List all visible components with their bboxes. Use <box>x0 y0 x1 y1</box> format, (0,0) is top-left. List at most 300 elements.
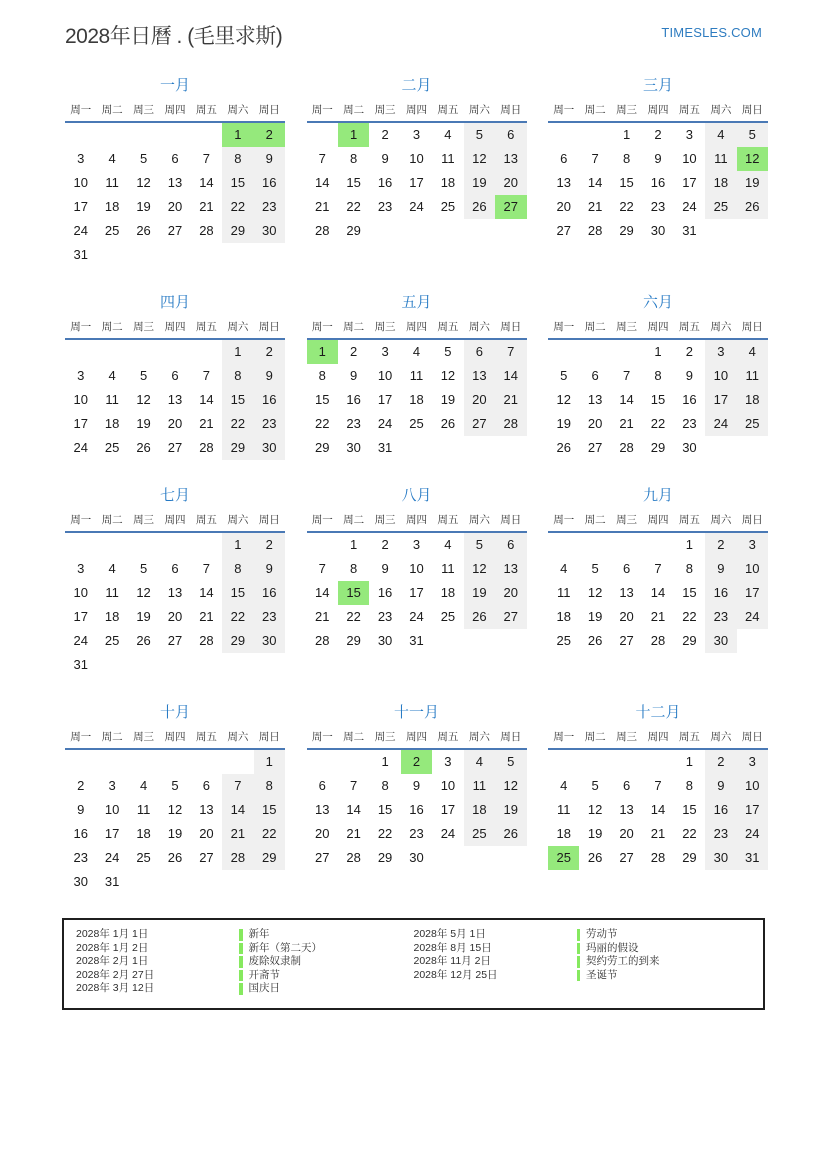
date-cell: 8 <box>222 147 253 171</box>
date-cell: 1 <box>350 537 358 552</box>
date-cell: 19 <box>587 826 603 841</box>
empty-cell <box>737 219 768 243</box>
weekday-label: 周二 <box>584 514 606 526</box>
date-cell: 27 <box>495 195 526 219</box>
week-row <box>65 147 285 171</box>
month-title: 七月 <box>159 487 190 504</box>
empty-cell <box>191 243 222 267</box>
month-calendar <box>548 701 768 870</box>
empty-cell <box>495 846 526 870</box>
date-cell: 7 <box>318 151 326 166</box>
holiday-name-wrap <box>577 955 660 969</box>
empty-cell <box>611 750 642 774</box>
date-cell: 2 <box>350 344 358 359</box>
date-cell: 25 <box>104 633 120 648</box>
holiday-name-wrap <box>577 969 618 983</box>
week-row <box>548 147 768 171</box>
date-cell: 10 <box>737 557 768 581</box>
week-row <box>65 774 285 798</box>
empty-cell <box>432 219 463 243</box>
holiday-name: 国庆日 <box>248 982 280 994</box>
weekday-label: 周四 <box>164 514 186 526</box>
date-cell: 30 <box>682 440 697 455</box>
date-cell: 2 <box>705 533 736 557</box>
header <box>65 20 762 50</box>
weekday-label: 周一 <box>311 104 333 116</box>
date-cell: 7 <box>591 151 599 166</box>
date-cell: 9 <box>77 802 85 817</box>
date-cell: 2 <box>685 344 694 359</box>
date-cell: 21 <box>314 609 330 624</box>
weekday-label: 周二 <box>584 321 606 333</box>
date-cell: 17 <box>737 581 768 605</box>
weekday-label: 周日 <box>500 321 522 333</box>
date-cell: 14 <box>650 802 666 817</box>
date-cell: 16 <box>377 585 393 600</box>
month-title: 八月 <box>401 487 432 504</box>
date-cell: 17 <box>682 175 697 190</box>
date-cell: 2 <box>381 537 389 552</box>
empty-cell <box>65 123 96 147</box>
empty-cell <box>401 219 432 243</box>
date-cell: 1 <box>338 123 369 147</box>
empty-cell <box>96 243 127 267</box>
weekday-label: 周一 <box>311 514 333 526</box>
empty-cell <box>579 750 610 774</box>
week-row <box>307 195 527 219</box>
date-cell: 11 <box>464 774 495 798</box>
holiday-legend-entry <box>414 955 752 969</box>
date-cell: 16 <box>409 802 424 817</box>
date-cell: 19 <box>136 609 151 624</box>
date-cell: 1 <box>254 750 285 774</box>
week-row <box>548 774 768 798</box>
week-row <box>307 412 527 436</box>
date-cell: 19 <box>136 199 151 214</box>
date-cell: 31 <box>377 440 393 455</box>
date-cell: 20 <box>556 199 571 214</box>
empty-cell <box>338 750 369 774</box>
week-row <box>65 870 285 894</box>
date-cell: 26 <box>587 633 603 648</box>
date-cell: 28 <box>650 633 666 648</box>
date-cell: 5 <box>444 344 452 359</box>
weekday-header-row <box>307 512 527 533</box>
date-cell: 13 <box>167 175 183 190</box>
date-cell: 10 <box>737 774 768 798</box>
date-cell: 16 <box>650 175 666 190</box>
date-cell: 13 <box>495 557 526 581</box>
date-cell: 12 <box>136 175 151 190</box>
date-cell: 2 <box>254 340 285 364</box>
date-cell: 12 <box>136 392 151 407</box>
date-cell: 9 <box>381 561 389 576</box>
holiday-marker-bar <box>239 956 243 968</box>
date-cell: 26 <box>556 440 571 455</box>
weekday-label: 周日 <box>258 104 280 116</box>
date-cell: 22 <box>254 822 285 846</box>
week-row <box>65 605 285 629</box>
month-calendar <box>65 291 285 460</box>
empty-cell <box>191 533 222 557</box>
date-cell: 6 <box>318 778 326 793</box>
date-cell: 10 <box>409 151 424 166</box>
date-cell: 9 <box>705 557 736 581</box>
empty-cell <box>464 219 495 243</box>
empty-cell <box>705 219 736 243</box>
date-cell: 13 <box>619 802 634 817</box>
date-cell: 16 <box>377 175 393 190</box>
holiday-name: 劳动节 <box>586 928 618 940</box>
date-cell: 29 <box>619 223 634 238</box>
weekday-label: 周五 <box>195 514 217 526</box>
date-cell: 16 <box>254 171 285 195</box>
date-cell: 15 <box>619 175 634 190</box>
holiday-legend-entry <box>414 969 752 983</box>
date-cell: 26 <box>495 822 526 846</box>
date-cell: 7 <box>654 778 662 793</box>
empty-cell <box>222 870 253 894</box>
date-cell: 27 <box>167 633 183 648</box>
date-cell: 17 <box>409 175 424 190</box>
date-cell: 4 <box>108 368 116 383</box>
date-cell: 26 <box>464 605 495 629</box>
date-cell: 3 <box>737 533 768 557</box>
holiday-name-wrap <box>239 982 280 996</box>
date-cell: 15 <box>222 171 253 195</box>
week-row <box>307 533 527 557</box>
month-calendar <box>548 484 768 653</box>
week-row <box>307 557 527 581</box>
empty-cell <box>65 533 96 557</box>
weekday-header-row <box>548 729 768 750</box>
date-cell: 12 <box>136 585 151 600</box>
empty-cell <box>432 629 463 653</box>
date-cell: 19 <box>136 416 151 431</box>
date-cell: 8 <box>350 151 358 166</box>
date-cell: 26 <box>464 195 495 219</box>
date-cell: 6 <box>202 778 211 793</box>
date-cell: 23 <box>682 416 697 431</box>
date-cell: 23 <box>409 826 424 841</box>
date-cell: 30 <box>705 629 736 653</box>
weekday-label: 周一 <box>70 514 92 526</box>
holiday-name: 废除奴隶制 <box>248 955 301 967</box>
date-cell: 30 <box>254 219 285 243</box>
date-cell: 15 <box>222 581 253 605</box>
date-cell: 13 <box>167 392 183 407</box>
week-row <box>65 846 285 870</box>
empty-cell <box>579 340 610 364</box>
date-cell: 7 <box>202 151 211 166</box>
date-cell: 12 <box>464 147 495 171</box>
date-cell: 30 <box>377 633 393 648</box>
date-cell: 3 <box>381 344 389 359</box>
date-cell: 25 <box>705 195 736 219</box>
weekday-label: 周一 <box>70 321 92 333</box>
date-cell: 31 <box>409 633 424 648</box>
weekday-label: 周一 <box>311 731 333 743</box>
empty-cell <box>254 653 285 677</box>
date-cell: 18 <box>464 798 495 822</box>
weekday-label: 周二 <box>584 104 606 116</box>
date-cell: 25 <box>464 822 495 846</box>
week-row <box>65 219 285 243</box>
date-cell: 7 <box>202 561 211 576</box>
date-cell: 6 <box>464 340 495 364</box>
month-calendar <box>548 291 768 460</box>
date-cell: 8 <box>254 774 285 798</box>
date-cell: 17 <box>377 392 393 407</box>
empty-cell <box>642 750 673 774</box>
date-cell: 8 <box>318 368 326 383</box>
date-cell: 24 <box>377 416 393 431</box>
date-cell: 24 <box>73 440 88 455</box>
weekday-label: 周二 <box>584 731 606 743</box>
date-cell: 6 <box>171 368 179 383</box>
date-cell: 18 <box>737 388 768 412</box>
holiday-date: 2028年 2月 27日 <box>76 968 155 981</box>
empty-cell <box>495 436 526 460</box>
date-cell: 25 <box>136 850 151 865</box>
holiday-name-wrap <box>239 942 322 956</box>
date-cell: 18 <box>705 171 736 195</box>
weekday-label: 周三 <box>133 731 155 743</box>
empty-cell <box>432 436 463 460</box>
date-cell: 31 <box>682 223 697 238</box>
date-cell: 20 <box>199 826 214 841</box>
week-row <box>307 364 527 388</box>
empty-cell <box>96 533 127 557</box>
date-cell: 1 <box>654 344 662 359</box>
date-cell: 7 <box>495 340 526 364</box>
date-cell: 22 <box>222 605 253 629</box>
date-cell: 17 <box>73 416 88 431</box>
date-cell: 29 <box>254 846 285 870</box>
date-cell: 27 <box>495 605 526 629</box>
empty-cell <box>96 653 127 677</box>
weekday-label: 周五 <box>678 104 700 116</box>
date-cell: 18 <box>409 392 424 407</box>
date-cell: 28 <box>199 633 214 648</box>
week-row <box>65 436 285 460</box>
week-row <box>65 557 285 581</box>
date-cell: 23 <box>650 199 666 214</box>
date-cell: 17 <box>440 802 456 817</box>
date-cell: 17 <box>104 826 120 841</box>
empty-cell <box>254 870 285 894</box>
date-cell: 29 <box>682 633 697 648</box>
date-cell: 16 <box>346 392 361 407</box>
date-cell: 28 <box>495 412 526 436</box>
weekday-label: 周四 <box>647 321 669 333</box>
month-title: 四月 <box>159 294 190 311</box>
empty-cell <box>548 533 579 557</box>
date-cell: 1 <box>222 123 253 147</box>
date-cell: 28 <box>650 850 666 865</box>
date-cell: 21 <box>619 416 634 431</box>
empty-cell <box>611 533 642 557</box>
empty-cell <box>579 533 610 557</box>
date-cell: 26 <box>737 195 768 219</box>
date-cell: 18 <box>440 175 456 190</box>
date-cell: 29 <box>222 219 253 243</box>
week-row <box>65 195 285 219</box>
week-row <box>65 364 285 388</box>
date-cell: 24 <box>104 850 120 865</box>
date-cell: 14 <box>346 802 361 817</box>
date-cell: 21 <box>199 416 214 431</box>
date-cell: 25 <box>409 416 424 431</box>
week-row <box>65 388 285 412</box>
date-cell: 14 <box>314 175 330 190</box>
weekday-header-row <box>307 729 527 750</box>
date-cell: 30 <box>254 436 285 460</box>
weekday-label: 周一 <box>553 514 575 526</box>
weekday-label: 周日 <box>258 731 280 743</box>
date-cell: 15 <box>346 175 361 190</box>
month-title: 二月 <box>401 77 432 94</box>
week-row <box>307 436 527 460</box>
date-cell: 3 <box>77 151 85 166</box>
date-cell: 14 <box>199 392 214 407</box>
week-row <box>307 219 527 243</box>
date-cell: 19 <box>495 798 526 822</box>
week-row <box>65 340 285 364</box>
empty-cell <box>128 123 159 147</box>
weekday-label: 周五 <box>437 321 459 333</box>
date-cell: 2 <box>254 533 285 557</box>
date-cell: 13 <box>464 364 495 388</box>
weekday-label: 周一 <box>553 731 575 743</box>
date-cell: 3 <box>737 750 768 774</box>
empty-cell <box>495 219 526 243</box>
empty-cell <box>432 846 463 870</box>
weekday-label: 周五 <box>195 731 217 743</box>
holiday-legend-entry <box>76 942 414 956</box>
holiday-name: 圣诞节 <box>586 968 618 981</box>
date-cell: 9 <box>350 368 358 383</box>
week-row <box>548 846 768 870</box>
date-cell: 10 <box>377 368 393 383</box>
date-cell: 19 <box>167 826 183 841</box>
date-cell: 3 <box>412 537 421 552</box>
weekday-label: 周四 <box>164 321 186 333</box>
date-cell: 12 <box>587 802 603 817</box>
holiday-marker-bar <box>239 983 243 995</box>
date-cell: 11 <box>105 392 119 407</box>
date-cell: 11 <box>105 585 119 600</box>
weekday-header-row <box>307 319 527 340</box>
date-cell: 18 <box>440 585 456 600</box>
date-cell: 8 <box>685 778 694 793</box>
date-cell: 27 <box>464 412 495 436</box>
date-cell: 18 <box>104 416 120 431</box>
empty-cell <box>65 340 96 364</box>
date-cell: 4 <box>444 127 452 142</box>
empty-cell <box>96 340 127 364</box>
date-cell: 23 <box>705 605 736 629</box>
legend-column-right <box>414 928 752 996</box>
weekday-label: 周三 <box>374 104 396 116</box>
date-cell: 21 <box>199 609 214 624</box>
holiday-marker-bar <box>577 970 581 982</box>
date-cell: 31 <box>73 247 88 262</box>
holiday-marker-bar <box>239 943 243 955</box>
weekday-label: 周日 <box>500 731 522 743</box>
date-cell: 29 <box>377 850 393 865</box>
weekday-label: 周六 <box>468 514 490 526</box>
weekday-header-row <box>548 512 768 533</box>
week-row <box>307 147 527 171</box>
weekday-header-row <box>65 102 285 123</box>
date-cell: 6 <box>560 151 568 166</box>
date-cell: 13 <box>495 147 526 171</box>
month-title: 三月 <box>642 77 673 94</box>
month-title: 六月 <box>642 294 673 311</box>
date-cell: 4 <box>108 151 116 166</box>
week-row <box>65 653 285 677</box>
date-cell: 16 <box>682 392 697 407</box>
weekday-label: 周二 <box>101 731 123 743</box>
week-row <box>65 533 285 557</box>
weekday-label: 周四 <box>164 104 186 116</box>
weekday-label: 周五 <box>437 104 459 116</box>
weekday-label: 周三 <box>616 321 638 333</box>
date-cell: 20 <box>619 826 634 841</box>
date-cell: 21 <box>495 388 526 412</box>
date-cell: 20 <box>587 416 603 431</box>
date-cell: 19 <box>556 416 571 431</box>
month-title: 五月 <box>401 294 432 311</box>
date-cell: 15 <box>314 392 330 407</box>
empty-cell <box>222 653 253 677</box>
date-cell: 8 <box>381 778 389 793</box>
empty-cell <box>611 340 642 364</box>
date-cell: 22 <box>377 826 393 841</box>
date-cell: 4 <box>560 778 568 793</box>
date-cell: 3 <box>412 127 421 142</box>
date-cell: 3 <box>685 127 694 142</box>
empty-cell <box>128 750 159 774</box>
weekday-label: 周六 <box>227 104 249 116</box>
week-row <box>65 243 285 267</box>
holiday-date: 2028年 8月 15日 <box>413 941 492 954</box>
month-calendar <box>307 484 527 653</box>
date-cell: 10 <box>73 585 88 600</box>
week-row <box>548 364 768 388</box>
date-cell: 23 <box>73 850 88 865</box>
holiday-marker-bar <box>577 956 581 968</box>
site-logo-link[interactable]: TIMESLES.COM <box>661 25 762 40</box>
weekday-label: 周日 <box>741 731 763 743</box>
weekday-label: 周一 <box>553 104 575 116</box>
date-cell: 8 <box>622 151 631 166</box>
date-cell: 28 <box>199 223 214 238</box>
holiday-legend-entry <box>76 982 414 996</box>
holiday-legend-entry <box>414 942 752 956</box>
date-cell: 13 <box>619 585 634 600</box>
date-cell: 22 <box>650 416 666 431</box>
date-cell: 25 <box>556 633 571 648</box>
date-cell: 21 <box>650 826 666 841</box>
weekday-label: 周四 <box>405 321 427 333</box>
month-calendar <box>65 484 285 677</box>
weekday-label: 周日 <box>258 321 280 333</box>
date-cell: 11 <box>705 147 736 171</box>
month-calendar <box>65 74 285 267</box>
holiday-date: 2028年 11月 2日 <box>413 955 491 967</box>
